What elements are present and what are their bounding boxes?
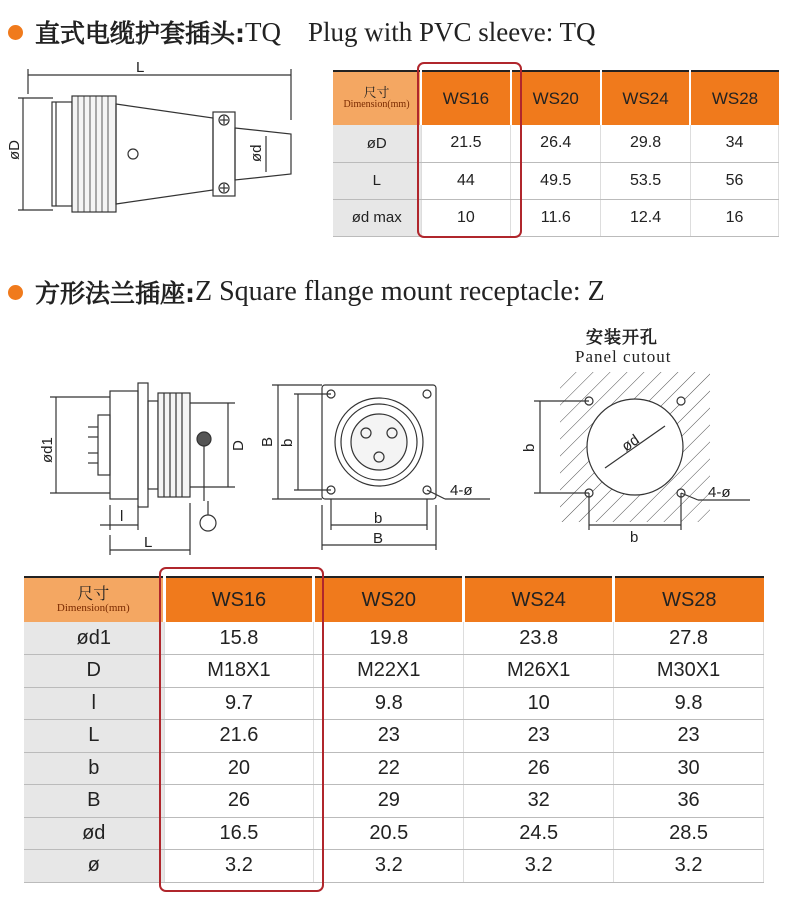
receptacle-side-drawing <box>40 375 255 565</box>
side-label-L: L <box>144 534 153 551</box>
plug-label-D: øD <box>6 140 23 160</box>
table-cell: 10 <box>464 687 614 720</box>
row-label: L <box>24 720 164 753</box>
cutout-label-holes: 4-ø <box>708 484 731 501</box>
table-cell: 12.4 <box>601 199 691 236</box>
table-cell: 28.5 <box>614 817 764 850</box>
row-label: ød <box>24 817 164 850</box>
section1-heading <box>8 14 596 50</box>
table-cell: 32 <box>464 785 614 818</box>
front-label-B-bottom: B <box>373 530 384 547</box>
front-label-b-bottom: b <box>374 510 383 527</box>
table-cell: 3.2 <box>464 850 614 883</box>
receptacle-front-drawing <box>250 375 495 555</box>
table-cell: 3.2 <box>614 850 764 883</box>
plug-label-L: L <box>136 59 145 76</box>
table-header-row <box>24 577 764 622</box>
table-cell: 29 <box>314 785 464 818</box>
table-cell: 23 <box>314 720 464 753</box>
front-label-holes: 4-ø <box>450 482 473 499</box>
table-cell: 23 <box>464 720 614 753</box>
table-cell: 21.5 <box>421 125 511 162</box>
table-row <box>24 752 764 785</box>
row-label: ød max <box>333 199 421 236</box>
table-cell: M22X1 <box>314 655 464 688</box>
table-cell: 3.2 <box>314 850 464 883</box>
table-row <box>24 850 764 883</box>
table-cell: 36 <box>614 785 764 818</box>
column-ws20: WS20 <box>314 577 464 622</box>
table-row <box>24 817 764 850</box>
dimension-header: 尺寸 Dimension(mm) <box>24 577 164 622</box>
table-cell: 53.5 <box>601 162 691 199</box>
table-cell: 26 <box>464 752 614 785</box>
cutout-title-cn: 安装开孔 <box>586 328 658 348</box>
cutout-label-d: ød <box>618 431 643 456</box>
section2-title-cn: 方形法兰插座: <box>35 279 195 308</box>
table-cell: 27.8 <box>614 622 764 655</box>
table-cell: 56 <box>690 162 778 199</box>
table-cell: 15.8 <box>164 622 314 655</box>
column-ws28: WS28 <box>690 71 778 125</box>
row-label: b <box>24 752 164 785</box>
row-label: L <box>333 162 421 199</box>
section1-title-en: TQ Plug with PVC sleeve: TQ <box>245 16 596 47</box>
row-label: øD <box>333 125 421 162</box>
table-row <box>24 785 764 818</box>
cutout-title-en: Panel cutout <box>575 347 672 366</box>
section1-title-cn: 直式电缆护套插头: <box>35 19 245 48</box>
column-ws28: WS28 <box>614 577 764 622</box>
row-label: ø <box>24 850 164 883</box>
column-ws24: WS24 <box>601 71 691 125</box>
table-row <box>24 687 764 720</box>
table-cell: 9.8 <box>314 687 464 720</box>
table-cell: M26X1 <box>464 655 614 688</box>
cutout-label-b-left: b <box>521 443 538 452</box>
bullet-dot-icon <box>8 25 23 40</box>
table-cell: 26.4 <box>511 125 601 162</box>
front-label-B: B <box>259 436 276 447</box>
receptacle-dimension-table <box>24 576 764 883</box>
table-cell: 22 <box>314 752 464 785</box>
row-label: B <box>24 785 164 818</box>
table-cell: 11.6 <box>511 199 601 236</box>
table-cell: 19.8 <box>314 622 464 655</box>
table-cell: 30 <box>614 752 764 785</box>
table-cell: 9.8 <box>614 687 764 720</box>
table-cell: 9.7 <box>164 687 314 720</box>
table-cell: 3.2 <box>164 850 314 883</box>
side-label-d1: ød1 <box>39 437 56 463</box>
column-ws20: WS20 <box>511 71 601 125</box>
dimension-header: 尺寸 Dimension(mm) <box>333 71 421 125</box>
table-cell: 23.8 <box>464 622 614 655</box>
table-cell: 16.5 <box>164 817 314 850</box>
table-cell: 49.5 <box>511 162 601 199</box>
panel-cutout-drawing <box>510 370 775 550</box>
table-cell: 20.5 <box>314 817 464 850</box>
table-row <box>333 199 779 236</box>
section2-title-en: Z Square flange mount receptacle: Z <box>195 276 605 307</box>
table-cell: M18X1 <box>164 655 314 688</box>
table-cell: 16 <box>690 199 778 236</box>
column-ws16: WS16 <box>164 577 314 622</box>
row-label: l <box>24 687 164 720</box>
table-header-row <box>333 71 779 125</box>
table-row <box>24 622 764 655</box>
column-ws24: WS24 <box>464 577 614 622</box>
table-row <box>24 720 764 753</box>
column-ws16: WS16 <box>421 71 511 125</box>
table-cell: M30X1 <box>614 655 764 688</box>
bullet-dot-icon <box>8 285 23 300</box>
table-cell: 21.6 <box>164 720 314 753</box>
table-cell: 24.5 <box>464 817 614 850</box>
row-label: D <box>24 655 164 688</box>
table-cell: 23 <box>614 720 764 753</box>
plug-label-d: ød <box>248 144 265 162</box>
table-cell: 10 <box>421 199 511 236</box>
table-row <box>333 162 779 199</box>
section2-heading <box>8 274 605 310</box>
table-cell: 20 <box>164 752 314 785</box>
plug-dimension-table <box>333 70 779 237</box>
table-cell: 29.8 <box>601 125 691 162</box>
side-label-l: l <box>120 508 124 525</box>
front-label-b: b <box>279 438 296 447</box>
table-cell: 34 <box>690 125 778 162</box>
plug-drawing <box>8 60 308 230</box>
table-cell: 44 <box>421 162 511 199</box>
side-label-D: D <box>230 440 247 451</box>
table-row <box>24 655 764 688</box>
table-row <box>333 125 779 162</box>
row-label: ød1 <box>24 622 164 655</box>
table-cell: 26 <box>164 785 314 818</box>
cutout-label-b-bottom: b <box>630 529 639 546</box>
